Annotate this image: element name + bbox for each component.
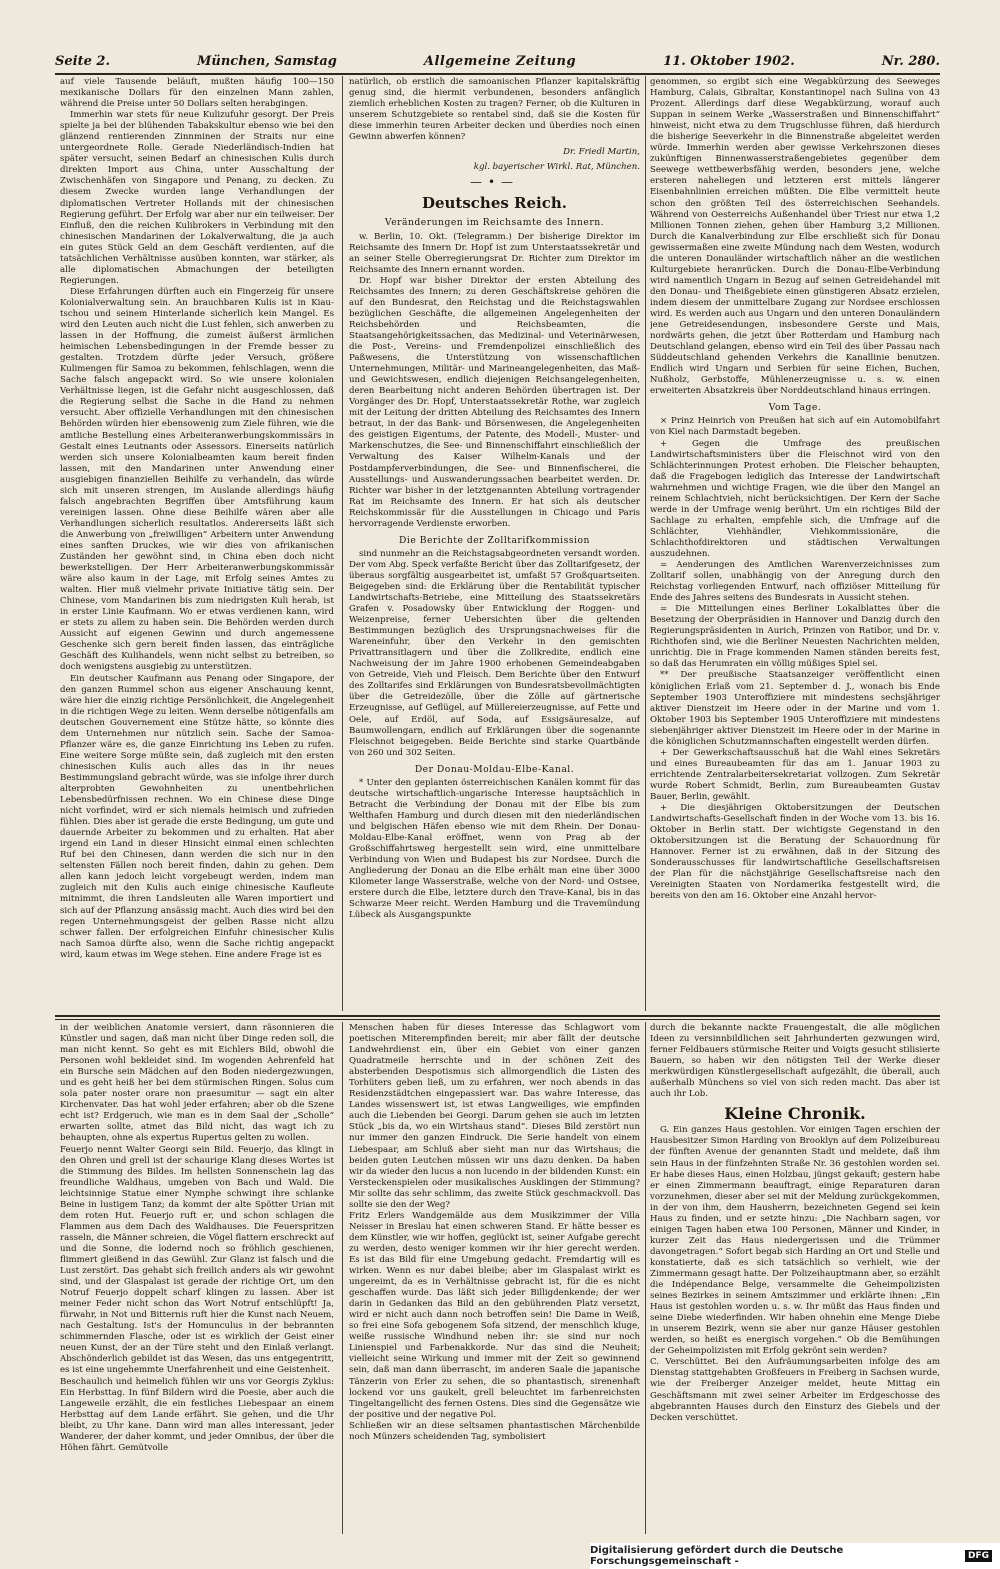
page-number: Seite 2. xyxy=(55,53,110,69)
col1-paragraph: Diese Erfahrungen dürften auch ein Fingerzeig für unsere Kolonialverwaltung sein. An brauchbaren Kulis ist in Kiau-tschou und seinem Hinterlande sicherlich kein Mangel. Es wird den Leuten auch nicht die Lust fehlen, sich anwerben zu lassen in der Hoffnung, die zumeist äußerst ärmlichen heimischen Lebensbedingungen in der Fremde besser zu gestalten. Trotzdem dürfte jeder Versuch, größere Kulimengen für Samoa zu bekommen, fehlschlagen, wenn die Sache falsch angepackt wird. So wie unsere kolonialen Verhältnisse liegen, ist die Gefahr nicht ausgeschlossen, daß die Regierung selbst die Sache in die Hand zu nehmen versucht. Aber offizielle Verhandlungen mit den chinesischen Behörden würden hier ebensowenig zum Ziele führen, wie die amtliche Bestellung eines Arbeiteranwerbungskommissärs in Gestalt eines Leutnants oder Assessors. Einerseits natürlich werden sich unsere Kolonialbeamten kaum bereit finden lassen, mit den Mandarinen unter Anwendung einer ausgiebigen finanziellen Beihilfe zu verhandeln, das würde sich mit unseren strengen, im Auslande allerdings häufig falsch angebrachten Begriffen über Amtsführung kaum vereinigen lassen. Ohne diese Beihilfe wären aber alle Verhandlungen sicherlich resultatlos. Andererseits läßt sich die Anwerbung von „freiwilligen“ Arbeitern unter Anwendung eines sanften Druckes, wie wir dies von afrikanischen Zuständen her gewöhnt sind, in China eben doch nicht bewerkstelligen. Der Herr Arbeiteranwerbungskommissär wäre also kaum in der Lage, mit Erfolg seines Amtes zu walten. Hier muß vielmehr private Initiative tätig sein. Der Chinese, vom Mandarinen bis zum niedrigsten Kuli herab, ist in erster Linie Kaufmann. Wo er etwas verdienen kann, wird er stets zu allem zu haben sein. Die Behörden werden durch Aussicht auf eigenen Gewinn und durch angemessene Geschenke sich gern bereit finden lassen, das einträgliche Geschäft des Kulihandels, wenn nicht selbst zu betreiben, so doch wenigstens ausgiebig zu unterstützen. xyxy=(60,286,334,673)
feuilleton-column-2 xyxy=(349,1023,640,1531)
section-heading-reich: Deutsches Reich. xyxy=(421,194,568,213)
news-item: = Die Mitteilungen eines Berliner Lokalblattes über die Besetzung der Oberpräsidien in Hannover und Danzig durch den Regierungspräsidenten in Aurich, Prinzen von Ratibor, und Dr. v. Richthofen sind, wie die Berliner Neuesten Nachrichten melden, unrichtig. Die in Frage kommenden Namen ständen bereits fest, so daß das Herumraten ein völlig müßiges Spiel sei. xyxy=(650,604,940,670)
header-rule xyxy=(55,73,940,75)
column-3 xyxy=(650,77,940,1009)
page-header xyxy=(55,50,940,72)
subheading-vom-tage: Vom Tage. xyxy=(768,402,822,414)
news-item: + Die diesjährigen Oktobersitzungen der Deutschen Landwirtschafts-Gesellschaft finden in der Woche vom 13. bis 16. Oktober in Berlin statt. Der wichtigste Gegenstand in den Oktobersitzungen ist die Beratung der Schauordnung für Hannover. Ferner ist zu erwähnen, daß in der Sitzung des Sonderausschusses für landwirtschaftliche Gesellschaftsreisen der Plan für die nächstjährige Gesellschaftsreise nach den Vereinigten Staaten von Nordamerika festgestellt wird, die bereits von den am 16. Oktober eine Anzahl hervor- xyxy=(650,803,940,902)
column-1 xyxy=(60,77,334,1009)
news-item: + Der Gewerkschaftsausschuß hat die Wahl eines Sekretärs und eines Bureaubeamten für das am 1. Januar 1903 zu errichtende Zentralarbeitersekretariat vollzogen. Zum Sekretär wurde Robert Schmidt, Berlin, zum Bureaubeamten Gustav Bauer, Berlin, gewählt. xyxy=(650,747,940,802)
issue-date: 11. Oktober 1902. xyxy=(663,53,795,69)
column-2 xyxy=(349,77,640,1009)
news-item: ** Der preußische Staatsanzeiger veröffentlicht einen königlichen Erlaß vom 21. September d. J., wonach bis Ende September 1903 Unteroffiziere mit mindestens sechsjähriger aktiver Dienstzeit im Heere oder in der Marine und vom 1. Oktober 1903 bis September 1905 Unteroffiziere mit mindestens siebenjähriger aktiver Dienstzeit im Heere oder in der Marine in die königlichen Schutzmannschaften eingestellt werden dürfen. xyxy=(650,670,940,747)
col2-intro: natürlich, ob erstlich die samoanischen Pflanzer kapitalskräftig genug sind, die hiermit verbundenen, besonders anfänglich ziemlich erheblichen Kosten zu tragen? Ferner, ob die Kulturen in unserem Schutzgebiete so rentabel sind, daß sie die Kosten für diese immerhin teuren Arbeiter decken und überdies noch einen Gewinn abwerfen können? xyxy=(349,77,640,143)
col2-paragraph: Dr. Hopf war bisher Direktor der ersten Abteilung des Reichsamtes des Innern; zu deren Geschäftskreise gehören die auf den Bundesrat, den Reichstag und die Reichstagswahlen bezüglichen Geschäfte, die allgemeinen Angelegenheiten der Reichsbehörden und Reichsbeamten, die Staatsangehörigkeitssachen, das Medizinal- und Veterinärwesen, die Post-, Vereins- und Fremdenpolizei einschließlich des Paßwesens, die Unterstützung von wissenschaftlichen Unternehmungen, Militär- und Marineangelegenheiten, das Maß- und Gewichtswesen, endlich diejenigen Reichsangelegenheiten, deren Bearbeitung nicht anderen Behörden übertragen ist. Der Vorgänger des Dr. Hopf, Unterstaatssekretär Rothe, war zugleich mit der Leitung der dritten Abteilung des Reichsamtes des Innern betraut, in der das Bank- und Börsenwesen, die Angelegenheiten des geistigen Eigentums, der Patente, des Modell-, Muster- und Markenschutzes, die See- und Binnenschiffahrt einschließlich der Verwaltung des Kaiser Wilhelm-Kanals und der Postdampferverbindungen, die See- und Binnenfischerei, die Ausstellungs- und Auswanderungssachen bearbeitet werden. Dr. Richter war bisher in der letztgenannten Abteilung vortragender Rat im Reichsamte des Innern. Er hat sich als deutscher Reichskommissär für die Ausstellungen in Chicago und Paris hervorragende Verdienste erworben. xyxy=(349,275,640,529)
feuilleton-text: Menschen haben für dieses Interesse das Schlagwort vom poetischen Miterempfinden bereit; mir aber fällt der deutsche Landwehrdienst ein, über ein Gebiet von einer ganzen Quadratmeile herrschte und in der schönen Zeit des absterbenden Despotismus sich allmorgendlich die Listen des Torhüters geben ließ, um zu erfahren, wer noch abends in das Residenzstädtchen eingepassiert war. Das wahre Interesse, das Landes wissenswert ist, ist etwas Langweiliges, wie empfinden auch die Liebenden bei Georgi. Darum gehen sie auch im letzten Stück „bis da, wo ein Wirtshaus stand“. Dieses Bild zerstört nun nur immer den ganzen Eindruck. Die Serie handelt von einem Liebespaar, am Schluß aber sieht man nur das Wirtshaus; die beiden guten Leutchen müssen wir uns dazu denken. Da haben wir da wieder den lucus a non lucendo in der bildenden Kunst: ein Versteckenspielen oder musikalisches Ausklingen der Stimmung? Mir sollte das sehr schlimm, das zweite Stück geschmackvoll. Das sollte sie den der Weg? Fritz Erlers Wandgemälde aus dem Musikzimmer der Villa Neisser in Breslau hat einen schweren Stand. Er hätte besser es dem Künstler, wie wir hoffen, geglückt ist, seiner Aufgabe gerecht zu werden, desto weniger kommen wir ihr hier gerecht werden. Es ist das Bild für eine Umgebung gedacht. Fremdartig will es wirken. Wenn es nur dabei bleibe; aber im Glaspalast wirkt es ungereimt, da es in Verhältnisse gebracht ist, für die es nicht geschaffen wurde. Das läßt sich jeder Billigdenkende; der wer darin in Gedanken das Bild an den gebührenden Platz versetzt, wird er nicht auch dann noch betroffen sein! Die Dame in Weiß, so frei eine Sofa gebogenem Sofa sitzend, der menschlich kluge, weiße russische Windhund neben ihr: sie sind nur noch Linienspiel und Farbenakkorde. Nur das sind die Neuheit; vielleicht seine Wirkung und immer mit der Zeit so gewinnend sein, daß man dann überrascht, im anderen Saale die japanische Tänzerin von Erler zu sehen, die so phantastisch, sirenenhaft lockend vor uns gaukelt, grell beleuchtet im farbenreichsten Tingeltangellicht des fernen Ostens. Dies sind die Gegensätze wie der positive und der negative Pol. Schließen wir an diese seltsamen phantastischen Märchenbilde noch Münzers scheidenden Tag, symbolisiert xyxy=(349,1023,640,1442)
col1-paragraph: Immerhin war stets für neue Kulizufuhr gesorgt. Der Preis spielte ja bei der blühenden Tabakskultur ebenso wie bei den glänzend rentierenden Zinnminen der Straits nur eine untergeordnete Rolle. Gerade Niederländisch-Indien hat später versucht, seinen Bedarf an chinesischen Kulis durch direkten Import aus China, unter Ausschaltung der Zwischenhäfen von Singapore und Penang, zu decken. Zu diesem Zwecke wurden lange Verhandlungen der diplomatischen Vertreter Hollands mit der chinesischen Regierung geführt. Der Erfolg war aber nur ein teilweiser. Der Einfluß, den die reichen Kulibrokers in Verbindung mit den chinesischen Mandarinen der Lokalverwaltung, die ja auch ein gutes Stück Geld an dem Geschäft verdienten, auf die tatsächlichen Verhältnisse ausüben konnten, war stärker, als alle diplomatischen Abmachungen der beteiligten Regierungen. xyxy=(60,110,334,286)
news-item: × Prinz Heinrich von Preußen hat sich auf ein Automobilfahrt von Kiel nach Darmstadt begeben. xyxy=(650,416,940,438)
signature-name: Dr. Friedl Martin, xyxy=(563,147,640,158)
footer-text: Digitalisierung gefördert durch die Deutsche Forschungsgemeinschaft - xyxy=(590,1545,844,1567)
col1-paragraph: auf viele Tausende beläuft, mußten häufig 100—150 mexikanische Dollars für den einzelnen Mann zahlen, während die Preise unter 50 Dollars selten herabgingen. xyxy=(60,77,334,110)
feuilleton-column-3 xyxy=(650,1023,940,1531)
column-divider xyxy=(645,76,646,1011)
news-item: + Gegen die Umfrage des preußischen Landwirtschaftsministers über die Fleischnot wird von den Schlächterinnungen Protest erhoben. Die Fleischer behaupten, daß die Fragebogen lediglich das Interesse der Landwirtschaft wahrnehmen und wichtige Fragen, wie die über den Mangel an reinem Schlachtvieh, nicht berücksichtigen. Der Kern der Sache werde in der Umfrage wenig berührt. Um ein richtiges Bild der Sachlage zu erhalten, empfehle sich, die Umfrage auf die Schlächter, Viehhändler, Viehkommissionäre, die Schlachthofdirektoren und städtischen Verwaltungen auszudehnen. xyxy=(650,438,940,559)
subheading-reichsamt: Veränderungen im Reichsamte des Innern. xyxy=(384,217,605,229)
column-divider xyxy=(342,76,343,1011)
feuilleton-text: durch die bekannte nackte Frauengestalt, die alle möglichen Ideen zu versinnbildlichen seit Jahrhunderten gezwungen wird, ferner Feldbauers stürmische Reiter und Voigts gesucht stilisierte Bauern, so haben wir den nötigsten Teil der Werke dieser merkwürdigen Künstlergesellschaft aufgezählt, die überall, auch außerhalb Münchens so viel von sich reden macht. Das aber ist auch ihr Lob. xyxy=(650,1023,940,1100)
signature-title: kgl. bayerischer Wirkl. Rat, München. xyxy=(473,162,640,173)
subheading-kanal: Der Donau-Moldau-Elbe-Kanal. xyxy=(414,763,575,775)
feuilleton-rule xyxy=(55,1015,940,1017)
digitization-footer xyxy=(590,1543,1000,1569)
newspaper-title: Allgemeine Zeitung xyxy=(423,53,577,69)
feuilleton-column-1 xyxy=(60,1023,334,1531)
issue-number: Nr. 280. xyxy=(881,53,940,69)
subheading-zolltarif: Die Berichte der Zolltarifkommission xyxy=(399,534,590,546)
col3-paragraph: genommen, so ergibt sich eine Wegabkürzung des Seeweges Hamburg, Calais, Gibraltar, Konstantinopel nach Sulina von 43 Prozent. Allerdings darf diese Wegabkürzung, worauf auch Suppan in seinem Werke „Wasserstraßen und Binnenschiffahrt“ hinweist, nicht etwa zu dem Trugschlusse führen, daß hierdurch die bisherige Seeverkehr in die Binnenstraße abgeleitet werden würde. Immerhin werden aber gewisse Verkehrszonen dieses zukünftigen Binnenwasserstraßengebietes gegenüber dem Seewege wettbewerbsfähig werden, besonders jene, welche ersteren naheliegen und letzteren erst mittels längerer Eisenbahnlinien erreichen müßten. Die Elbe vermittelt heute schon den größten Teil des österreichischen Seehandels. Während von Oesterreichs Außenhandel über Triest nur etwa 1,2 Millionen Tonnen ziehen, gehen über Hamburg 3,2 Millionen. Durch die Kanalverbindung zur Elbe erschließt sich für Donau gewissermaßen eine zweite Mündung nach dem Westen, wodurch die unteren Donauländer wirtschaftlich näher an die westlichen Kulturgebiete heranrücken. Durch die Donau-Elbe-Verbindung wird namentlich Ungarn in Bezug auf seinen Getreidehandel mit den Donau- und Theißgebiete einen günstigeren Absatz erzielen, indem diesem der unmittelbare Zugang zur Nordsee erschlossen wird. Es werden auch aus Ungarn und den unteren Donauländern jene Getreidesendungen, insbesondere Gerste und Mais, nordwärts gehen, die jetzt über Rotterdam und Hamburg nach Deutschland gelangen, ebenso wird ein Teil des über Passau nach Süddeutschland gehenden Verkehrs die Kanallinie benutzen. Endlich wird Ungarn und Serbien für seine Eichen, Buchen, Nußholz, Gerbstoffe, Mühlenerzeugnisse u. s. w. einen erweiterten Absatzkreis über Norddeutschland hinaus erringen. xyxy=(650,77,940,397)
col1-paragraph: Ein deutscher Kaufmann aus Penang oder Singapore, der den ganzen Rummel schon aus eigener Anschauung kennt, wäre hier die einzig richtige Persönlichkeit, die Angelegenheit in die richtigen Wege zu leiten. Wenn derselbe nötigenfalls am deutschen Gouvernement eine Stütze hätte, so könnte dies dem Unternehmen nur nützlich sein. Sache der Samoa-Pflanzer wäre es, die ganze Einrichtung ins Leben zu rufen. Eine weitere Sorge müßte sein, daß zugleich mit den ersten chinesischen Kulis auch alles das in ihr neues Bestimmungsland gebracht würde, was sie infolge ihrer durch alterprobten Gewohnheiten zu unentbehrlichen Lebensbedürfnissen rechnen. Wo ein Chinese diese Dinge nicht vorfindet, wird er sich niemals heimisch und zufrieden fühlen. Dies aber ist gerade die erste Bedingung, um gute und dauernde Arbeiter zu bekommen und zu erhalten. Hat aber irgend ein Land in dieser Hinsicht einmal einen schlechten Ruf bei den Chinesen, dann werden die sich nur in den seltensten Fällen noch bereit finden, dahin zu gehen. Dem allen kann jedoch leicht vorgebeugt werden, indem man zugleich mit den Kulis auch einige chinesische Kaufleute mitnimmt, die ihren Landsleuten alle Waren importiert und sich auf der Pflanzung ansässig macht. Auch dies wird bei den regen Unternehmungsgeist der gelben Rasse nicht allzu schwer fallen. Der erfolgreichen Einfuhr chinesischer Kulis nach Samoa dürfte also, wenn die Sache richtig angepackt wird, kaum etwas im Wege stehen. Eine andere Frage ist es xyxy=(60,673,334,960)
chronik-text: G. Ein ganzes Haus gestohlen. Vor einigen Tagen erschien der Hausbesitzer Simon Harding von Brooklyn auf dem Polizeibureau der fünften Avenue der genannten Stadt und meldete, daß ihm sein Haus in der fünfzehnten Straße Nr. 36 gestohlen worden sei. Er habe dieses Haus, einen Holzbau, jüngst gekauft; gestern habe er einen Zimmermann beauftragt, einige Reparaturen daran vorzunehmen, dieser aber sei mit der Meldung zurückgekommen, in der von ihm, dem Hausherrn, bezeichneten Gegend sei kein Haus zu finden, und er setzte hinzu: „Die Nachbarn sagen, vor einigen Tagen haben etwa 100 Personen, Männer und Kinder, in kurzer Zeit das Haus niedergerissen und die Trümmer davongetragen.“ Sofort begab sich Harding an Ort und Stelle und konstatierte, daß es sich tatsächlich so verhielt, wie der Zimmermann gesagt hatte. Der Polizeihauptmann aber, so erzählt die Indépendance Belge, versammelte die Geheimpolizisten seines Bezirkes in seinem Amtszimmer und erklärte ihnen: „Ein Haus ist gestohlen worden u. s. w. Ihr müßt das Haus finden und seine Diebe wiederfinden. Wir haben ohnehin eine Menge Diebe in unserem Bezirk, wenn sie aber nur ganze Häuser gestohlen werden, so heißt es energisch vorgehen.“ Ob die Bemühungen der Geheimpolizisten mit Erfolg gekrönt sein werden? C. Verschüttet. Bei den Aufräumungsarbeiten infolge des am Dienstag stattgehabten Großfeuers in Freiberg in Sachsen wurde, wie der Freiberger Anzeiger meldet, heute Mittag ein Geschäftsmann mit zwei seiner Arbeiter im Erdgeschosse des abgebrannten Hauses durch den Einsturz des Giebels und der Decken verschüttet. xyxy=(650,1125,940,1423)
feuilleton-rule-thin xyxy=(55,1019,940,1020)
feuilleton-text: in der weiblichen Anatomie versiert, dann räsonnieren die Künstler und sagen, daß man nicht über Dinge reden soll, die man nicht kennt. So geht es mit Eichlers Bild, obwohl die Personen wohl bekleidet sind. Im wogenden Aehrenfeld hat ein Bursche sein Mädchen auf den Boden niedergezwungen, und es geht heiß her bei dem stürmischen Ringen. Solus cum sola pater noster orare non praesumitur — sagt ein alter Kirchenvater. Das hat wohl jeder erfahren; aber ob die Szene echt ist? Erdgeruch, wie man es in dem Saal der „Scholle“ erwarten sollte, atmet das Bild nicht, das wagt ich zu behaupten, ohne als expertus Rupertus gelten zu wollen. Feuerjo nennt Walter Georgi sein Bild. Feuerjo, das klingt in den Ohren und grell ist der schaurige Klang dieses Wortes ist die Stimmung des Bildes. Im hellsten Sonnenschein lag das freundliche Waldhaus, umgeben von Bach und Wald. Die leichtsinnige Statue einer Nymphe schwingt ihre schlanke Beine in lustigem Tanz; da kommt der alte Spötter Urian mit dem roten Hut. Feuerjo ruft er, und schon schlagen die Flammen aus dem Dach des Waldhauses. Die Feuerspritzen rasseln, die Männer schreien, die Vögel flattern erschreckt auf und die Sonne, die lodernd noch so fröhlich geschienen, flimmert gleißend in das Gewühl. Zur Glanz ist falsch und die Lust zerstört. Das gehabt sich freilich anders als wir gewohnt sind, und der Glaspalast ist gerade der richtige Ort, um den Notruf Feuerjo doppelt scharf klingen zu lassen. Aber ist meiner Feder nicht schon das Wort Notruf entschlüpft! Ja, fürwahr, in Not und Bitternis ruft hier die Kunst nach Neuem, nach Gestaltung. Ist's der Homunculus in der bebrannten schimmernden Flasche, oder ist es wirklich der Geist einer neuen Kunst, der an der Türe steht und den Einlaß verlangt. Abschönderlich gebildet ist das Wesen, das uns entgegentritt, es ist eine ungehemmte Unerfahrenheit und eine Geistenheit. Beschaulich und heimelich fühlen wir uns vor Georgis Zyklus: Ein Herbsttag. In fünf Bildern wird die Poesie, aber auch die Langeweile erzählt, die ein festliches Liebespaar an einem Herbsttag auf dem Lande erfährt. Sie gehen, und die Uhr bleibt, zu Uhr kane. Dann wird man alles interessant, jeder Wanderer, der daher kommt, und jeder Omnibus, der über die Höhen fährt. Gemütvolle xyxy=(60,1023,334,1453)
section-heading-chronik: Kleine Chronik. xyxy=(724,1104,866,1124)
column-divider xyxy=(342,1022,343,1534)
col2-paragraph: w. Berlin, 10. Okt. (Telegramm.) Der bisherige Direktor im Reichsamte des Innern Dr. Hopf ist zum Unterstaatssekretär und an seiner Stelle Oberregierungsrat Dr. Richter zum Direktor im Reichsamte des Innern ernannt worden. xyxy=(349,231,640,275)
col2-paragraph: * Unter den geplanten österreichischen Kanälen kommt für das deutsche wirtschaftlich-ungarische Interesse hauptsächlich in Betracht die Verbindung der Donau mit der Elbe bis zum Welthafen Hamburg und durch diesen mit den niederländischen und belgischen Häfen ebenso wie mit dem Rhein. Der Donau-Moldau-Elbe-Kanal eröffnet, wenn von Prag ab der Großschiffahrtsweg hergestellt sein wird, eine unmittelbare Verbindung von Wien und Budapest bis zur Nordsee. Durch die Angliederung der Donau an die Elbe erhält man eine über 3000 Kilometer lange Wasserstraße, welche von der Nord- und Ostsee, erstere durch die Elbe, letztere durch den Trave-Kanal, bis in das Schwarze Meer reicht. Werden Hamburg und die Travemündung Lübeck als Ausgangspunkte xyxy=(349,777,640,921)
news-item: = Aenderungen des Amtlichen Warenverzeichnisses zum Zolltarif sollen, unabhängig von der Anregung durch den Reichstag vorliegenden Entwurf, nach offiziöser Mitteilung für Ende des Jahres seitens des Bundesrats in Aussicht stehen. xyxy=(650,560,940,604)
col2-paragraph: sind nunmehr an die Reichstagsabgeordneten versandt worden. Der vom Abg. Speck verfaßte Bericht über das Zolltarifgesetz, der überaus sorgfältig ausgearbeitet ist, umfaßt 57 Großquartseiten. Beigegeben sind: die Erklärung über die Rentabilität typischer Landwirtschafts-Betriebe, eine Mitteilung des Staatssekretärs Grafen v. Posadowsky über Entwicklung der Roggen- und Weizenpreise, ferner Uebersichten über die geltenden Bestimmungen bezüglich des Ursprungsnachweises für die Wareneinfuhr, über den Verkehr in den gemischten Privattransitlagern und über die Zollkredite, endlich eine Nachweisung der im Jahre 1900 erhobenen Gemeindeabgaben von Getreide, Vieh und Fleisch. Dem Berichte über den Entwurf des Zolltarifes sind Erklärungen von Bundesratsbevollmächtigten über die Getreidezölle, über die Zölle auf gärtnerische Erzeugnisse, auf Geflügel, auf Müllereierzeugnisse, auf Fette und Oele, auf Erdöl, auf Soda, auf Essigsäuresalze, auf Baumwollengarn, endlich auf Erklärungen über die sogenannte Fleischnot beigegeben. Beide Berichte sind starke Quartbände von 260 und 302 Seiten. xyxy=(349,548,640,758)
dfg-logo: DFG xyxy=(965,1550,992,1562)
ornament-divider: —•— xyxy=(469,175,520,190)
column-divider xyxy=(645,1022,646,1534)
place-day: München, Samstag xyxy=(197,53,337,69)
